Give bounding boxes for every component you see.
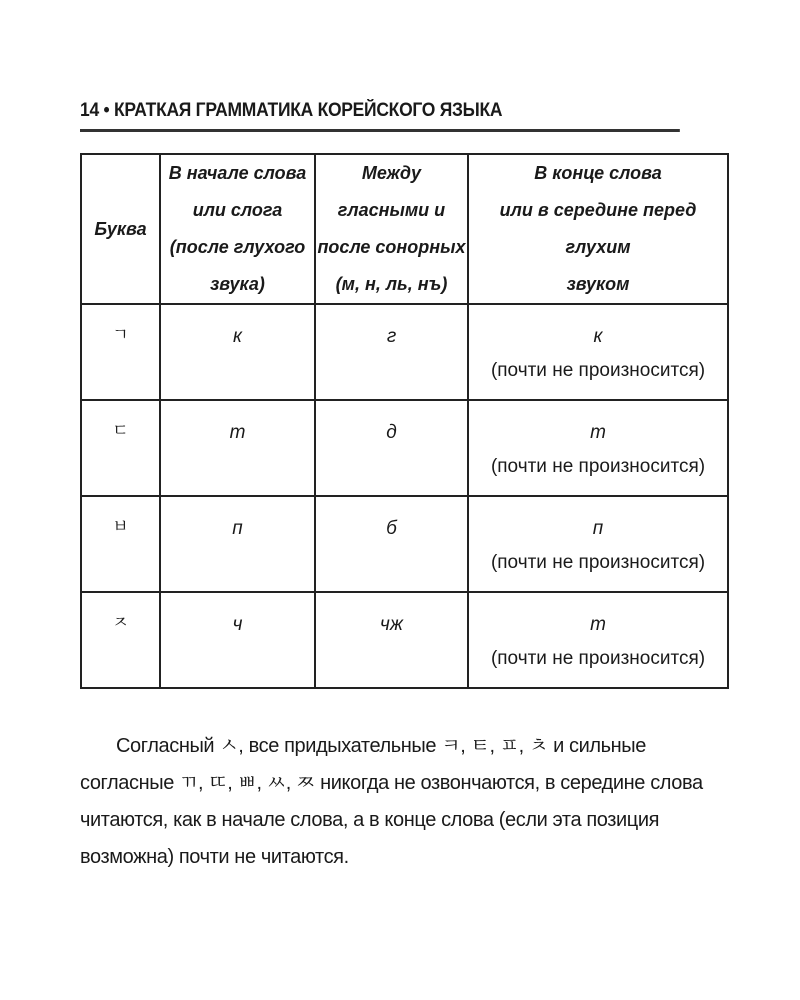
- cell-initial: к: [160, 304, 315, 400]
- table-row: [81, 400, 728, 496]
- table-row: [81, 304, 728, 400]
- cell-initial: п: [160, 496, 315, 592]
- cell-letter: ㅈ: [81, 592, 160, 688]
- cell-letter: ㄷ: [81, 400, 160, 496]
- cell-final: п (почти не произносится): [468, 496, 728, 592]
- table-header-row: [81, 154, 728, 304]
- cell-initial: т: [160, 400, 315, 496]
- cell-final: т (почти не произносится): [468, 400, 728, 496]
- cell-final: т (почти не произносится): [468, 592, 728, 688]
- header-initial: В начале слова или слога (после глухого звука): [160, 154, 315, 304]
- cell-final: к (почти не произносится): [468, 304, 728, 400]
- cell-letter: ㅂ: [81, 496, 160, 592]
- cell-between: чж: [315, 592, 468, 688]
- cell-between: д: [315, 400, 468, 496]
- page-header: [80, 94, 680, 132]
- cell-letter: ㄱ: [81, 304, 160, 400]
- paragraph-text: Согласный ㅅ, все придыхательные ㅋ, ㅌ, ㅍ, ㅊ и сильные согласные ㄲ, ㄸ, ㅃ, ㅆ, ㅉ никогда не озвончаются, в середине слова читаются, как в начале слова, а в конце слова (если эта позиция возможна) почти не читаются.: [80, 735, 703, 868]
- table-row: [81, 592, 728, 688]
- page-title: КРАТКАЯ ГРАММАТИКА КОРЕЙСКОГО ЯЗЫКА: [113, 100, 503, 121]
- consonant-table: [80, 153, 729, 689]
- header-between: Между гласными и после сонорных (м, н, ль, нъ): [315, 154, 468, 304]
- header-final: В конце слова или в середине перед глухим звуком: [468, 154, 728, 304]
- cell-initial: ч: [160, 592, 315, 688]
- header-bullet: •: [103, 100, 110, 121]
- cell-between: б: [315, 496, 468, 592]
- body-paragraph: [80, 728, 740, 876]
- header-letter: Буква: [81, 154, 160, 304]
- table-row: [81, 496, 728, 592]
- page-number: 14: [80, 100, 99, 121]
- cell-between: г: [315, 304, 468, 400]
